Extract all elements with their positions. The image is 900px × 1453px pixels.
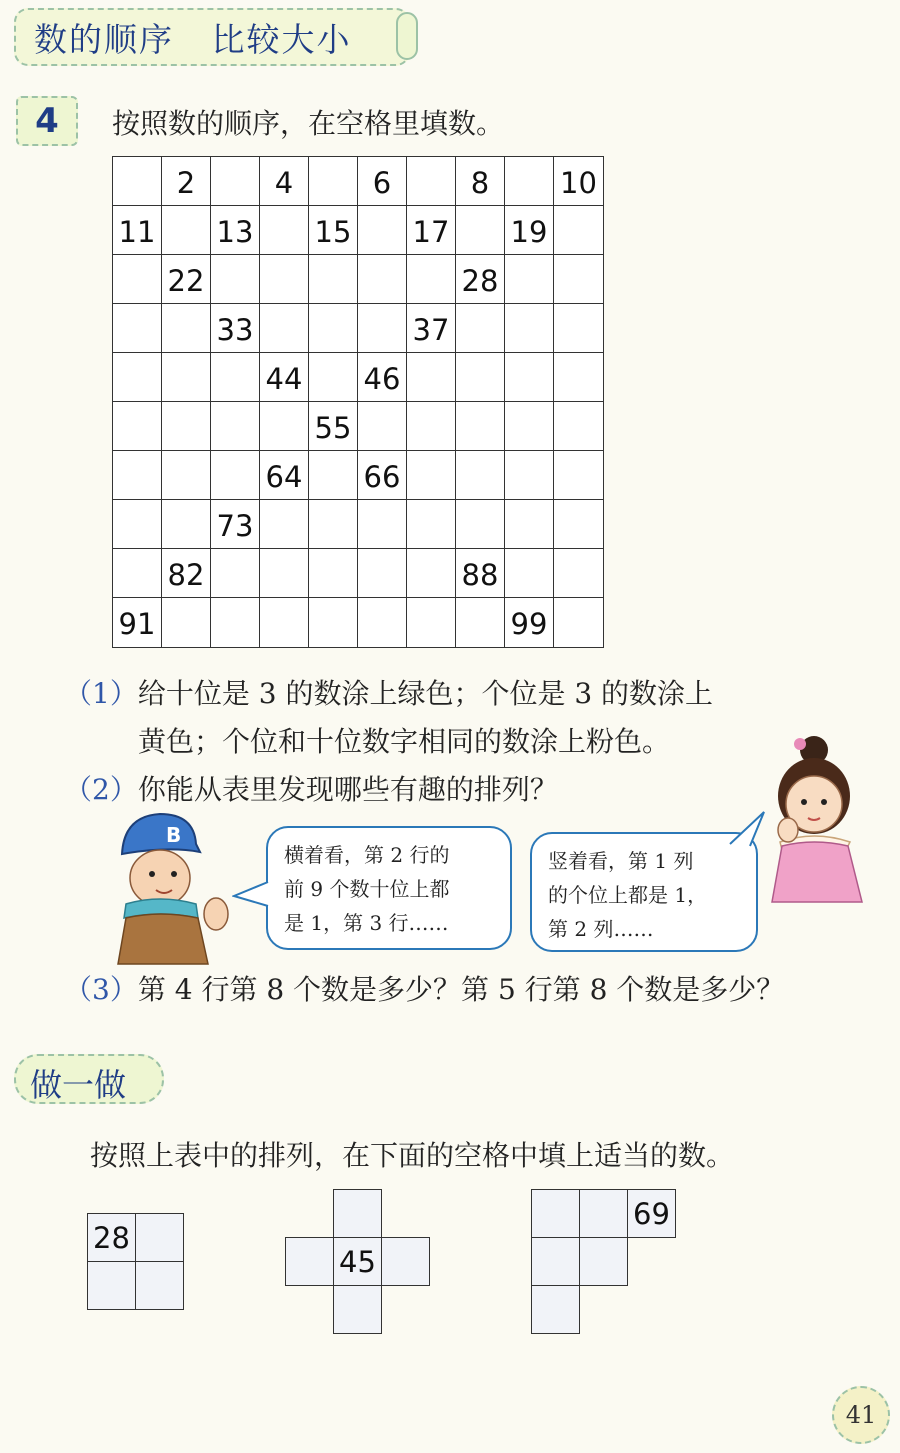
grid-cell-blank bbox=[309, 598, 358, 647]
page-number: 41 bbox=[832, 1386, 890, 1444]
grid-cell-blank bbox=[505, 549, 554, 598]
grid-cell-blank bbox=[554, 500, 603, 549]
fig3-cell-blank bbox=[579, 1237, 628, 1286]
grid-cell-blank bbox=[260, 598, 309, 647]
question-1-line2: 黄色；个位和十位数字相同的数涂上粉色。 bbox=[138, 725, 671, 758]
grid-cell-blank bbox=[358, 549, 407, 598]
grid-cell-given: 22 bbox=[162, 255, 211, 304]
grid-cell-blank bbox=[456, 451, 505, 500]
grid-cell-blank bbox=[456, 206, 505, 255]
fig2-cell-given: 45 bbox=[333, 1237, 382, 1286]
grid-cell-blank bbox=[407, 549, 456, 598]
girl-bubble-line-3: 第 2 列…… bbox=[548, 917, 654, 941]
grid-cell-blank bbox=[162, 304, 211, 353]
grid-cell-blank bbox=[260, 255, 309, 304]
grid-cell-given: 33 bbox=[211, 304, 260, 353]
chapter-title: 数的顺序 比较大小 bbox=[34, 20, 352, 59]
grid-cell-blank bbox=[260, 206, 309, 255]
grid-cell-blank bbox=[113, 255, 162, 304]
example-instruction: 按照数的顺序，在空格里填数。 bbox=[112, 107, 505, 140]
grid-cell-blank bbox=[113, 304, 162, 353]
grid-cell-blank bbox=[211, 451, 260, 500]
grid-cell-blank bbox=[554, 402, 603, 451]
girl-bubble-line-2: 的个位上都是 1， bbox=[548, 883, 708, 907]
grid-cell-blank bbox=[113, 549, 162, 598]
grid-cell-blank bbox=[162, 402, 211, 451]
grid-cell-blank bbox=[505, 353, 554, 402]
grid-cell-blank bbox=[260, 549, 309, 598]
grid-cell-blank bbox=[309, 255, 358, 304]
grid-cell-given: 19 bbox=[505, 206, 554, 255]
grid-cell-blank bbox=[554, 206, 603, 255]
boy-illustration bbox=[108, 806, 236, 966]
example-number-badge: 4 bbox=[16, 96, 78, 146]
grid-cell-given: 13 bbox=[211, 206, 260, 255]
fig2-cell-blank bbox=[333, 1285, 382, 1334]
grid-cell-blank bbox=[309, 500, 358, 549]
fig2-cell-blank bbox=[381, 1237, 430, 1286]
grid-cell-blank bbox=[260, 500, 309, 549]
question-1 bbox=[64, 672, 713, 712]
grid-cell-blank bbox=[211, 549, 260, 598]
question-1-line1: 给十位是 3 的数涂上绿色；个位是 3 的数涂上 bbox=[137, 677, 714, 710]
banner-scroll-end bbox=[396, 12, 418, 60]
grid-cell-blank bbox=[358, 206, 407, 255]
question-2-number: （2） bbox=[64, 773, 138, 806]
grid-cell-blank bbox=[162, 598, 211, 647]
grid-cell-given: 44 bbox=[260, 353, 309, 402]
grid-cell-blank bbox=[211, 402, 260, 451]
grid-cell-blank bbox=[113, 157, 162, 206]
practice-title: 做一做 bbox=[30, 1066, 127, 1104]
fig2-cell-blank bbox=[333, 1189, 382, 1238]
fig1-cell-blank bbox=[135, 1213, 184, 1262]
grid-cell-blank bbox=[456, 304, 505, 353]
question-3 bbox=[64, 968, 784, 1008]
grid-cell-given: 6 bbox=[358, 157, 407, 206]
fig3-cell-blank bbox=[531, 1189, 580, 1238]
grid-cell-given: 64 bbox=[260, 451, 309, 500]
grid-cell-blank bbox=[505, 255, 554, 304]
boy-cap-letter: B bbox=[166, 823, 182, 847]
grid-cell-blank bbox=[554, 255, 603, 304]
grid-cell-blank bbox=[309, 157, 358, 206]
grid-cell-blank bbox=[505, 157, 554, 206]
grid-cell-blank bbox=[505, 451, 554, 500]
fig1-cell-blank bbox=[135, 1261, 184, 1310]
grid-cell-blank bbox=[505, 500, 554, 549]
grid-cell-blank bbox=[505, 402, 554, 451]
grid-cell-blank bbox=[358, 304, 407, 353]
grid-cell-blank bbox=[358, 500, 407, 549]
practice-instruction: 按照上表中的排列，在下面的空格中填上适当的数。 bbox=[90, 1139, 735, 1172]
grid-cell-given: 37 bbox=[407, 304, 456, 353]
grid-cell-blank bbox=[456, 353, 505, 402]
fig2-cell-blank bbox=[285, 1237, 334, 1286]
grid-cell-given: 11 bbox=[113, 206, 162, 255]
girl-illustration bbox=[762, 734, 868, 904]
grid-cell-given: 82 bbox=[162, 549, 211, 598]
grid-cell-blank bbox=[407, 353, 456, 402]
grid-cell-blank bbox=[162, 451, 211, 500]
grid-cell-blank bbox=[309, 549, 358, 598]
grid-cell-given: 8 bbox=[456, 157, 505, 206]
grid-cell-given: 73 bbox=[211, 500, 260, 549]
grid-cell-blank bbox=[554, 451, 603, 500]
grid-cell-given: 91 bbox=[113, 598, 162, 647]
grid-cell-blank bbox=[260, 402, 309, 451]
grid-cell-blank bbox=[358, 402, 407, 451]
grid-cell-blank bbox=[358, 255, 407, 304]
question-2-text: 你能从表里发现哪些有趣的排列？ bbox=[137, 773, 558, 806]
grid-cell-blank bbox=[162, 500, 211, 549]
fig3-cell-blank bbox=[531, 1285, 580, 1334]
grid-cell-blank bbox=[554, 353, 603, 402]
grid-cell-given: 2 bbox=[162, 157, 211, 206]
grid-cell-given: 4 bbox=[260, 157, 309, 206]
grid-cell-blank bbox=[113, 500, 162, 549]
question-2 bbox=[64, 768, 558, 808]
boy-bubble-line-3: 是 1，第 3 行…… bbox=[284, 911, 449, 935]
grid-cell-blank bbox=[309, 304, 358, 353]
grid-cell-given: 10 bbox=[554, 157, 603, 206]
grid-cell-blank bbox=[113, 353, 162, 402]
question-3-number: （3） bbox=[64, 973, 138, 1006]
grid-cell-blank bbox=[113, 451, 162, 500]
fig1-cell-given: 28 bbox=[87, 1213, 136, 1262]
grid-cell-given: 17 bbox=[407, 206, 456, 255]
grid-cell-blank bbox=[113, 402, 162, 451]
grid-cell-blank bbox=[554, 549, 603, 598]
grid-cell-blank bbox=[456, 402, 505, 451]
grid-cell-blank bbox=[162, 353, 211, 402]
grid-cell-blank bbox=[505, 304, 554, 353]
grid-cell-blank bbox=[407, 500, 456, 549]
grid-cell-blank bbox=[309, 451, 358, 500]
grid-cell-given: 46 bbox=[358, 353, 407, 402]
grid-cell-blank bbox=[407, 255, 456, 304]
grid-cell-blank bbox=[309, 353, 358, 402]
grid-cell-blank bbox=[260, 304, 309, 353]
grid-cell-blank bbox=[456, 598, 505, 647]
question-1-number: （1） bbox=[64, 677, 138, 710]
grid-cell-blank bbox=[407, 402, 456, 451]
grid-cell-blank bbox=[358, 598, 407, 647]
fig3-cell-given: 69 bbox=[627, 1189, 676, 1238]
fig1-cell-blank bbox=[87, 1261, 136, 1310]
grid-cell-given: 15 bbox=[309, 206, 358, 255]
question-3-text: 第 4 行第 8 个数是多少？第 5 行第 8 个数是多少？ bbox=[137, 973, 785, 1006]
grid-cell-blank bbox=[407, 451, 456, 500]
grid-cell-blank bbox=[211, 353, 260, 402]
grid-cell-blank bbox=[211, 157, 260, 206]
grid-cell-given: 28 bbox=[456, 255, 505, 304]
grid-cell-blank bbox=[211, 598, 260, 647]
grid-cell-blank bbox=[456, 500, 505, 549]
grid-cell-given: 88 bbox=[456, 549, 505, 598]
boy-speech-bubble bbox=[266, 826, 512, 950]
grid-cell-blank bbox=[162, 206, 211, 255]
grid-cell-blank bbox=[554, 304, 603, 353]
grid-cell-blank bbox=[407, 598, 456, 647]
grid-cell-given: 55 bbox=[309, 402, 358, 451]
girl-bubble-line-1: 竖着看，第 1 列 bbox=[548, 849, 694, 873]
fig3-cell-blank bbox=[531, 1237, 580, 1286]
boy-bubble-line-1: 横着看，第 2 行的 bbox=[284, 843, 450, 867]
grid-cell-blank bbox=[554, 598, 603, 647]
boy-bubble-tail bbox=[232, 880, 270, 910]
hundred-grid bbox=[112, 156, 604, 648]
girl-speech-bubble bbox=[530, 832, 758, 952]
grid-cell-given: 66 bbox=[358, 451, 407, 500]
grid-cell-blank bbox=[407, 157, 456, 206]
grid-cell-blank bbox=[211, 255, 260, 304]
boy-bubble-line-2: 前 9 个数十位上都 bbox=[284, 877, 450, 901]
grid-cell-given: 99 bbox=[505, 598, 554, 647]
fig3-cell-blank bbox=[579, 1189, 628, 1238]
